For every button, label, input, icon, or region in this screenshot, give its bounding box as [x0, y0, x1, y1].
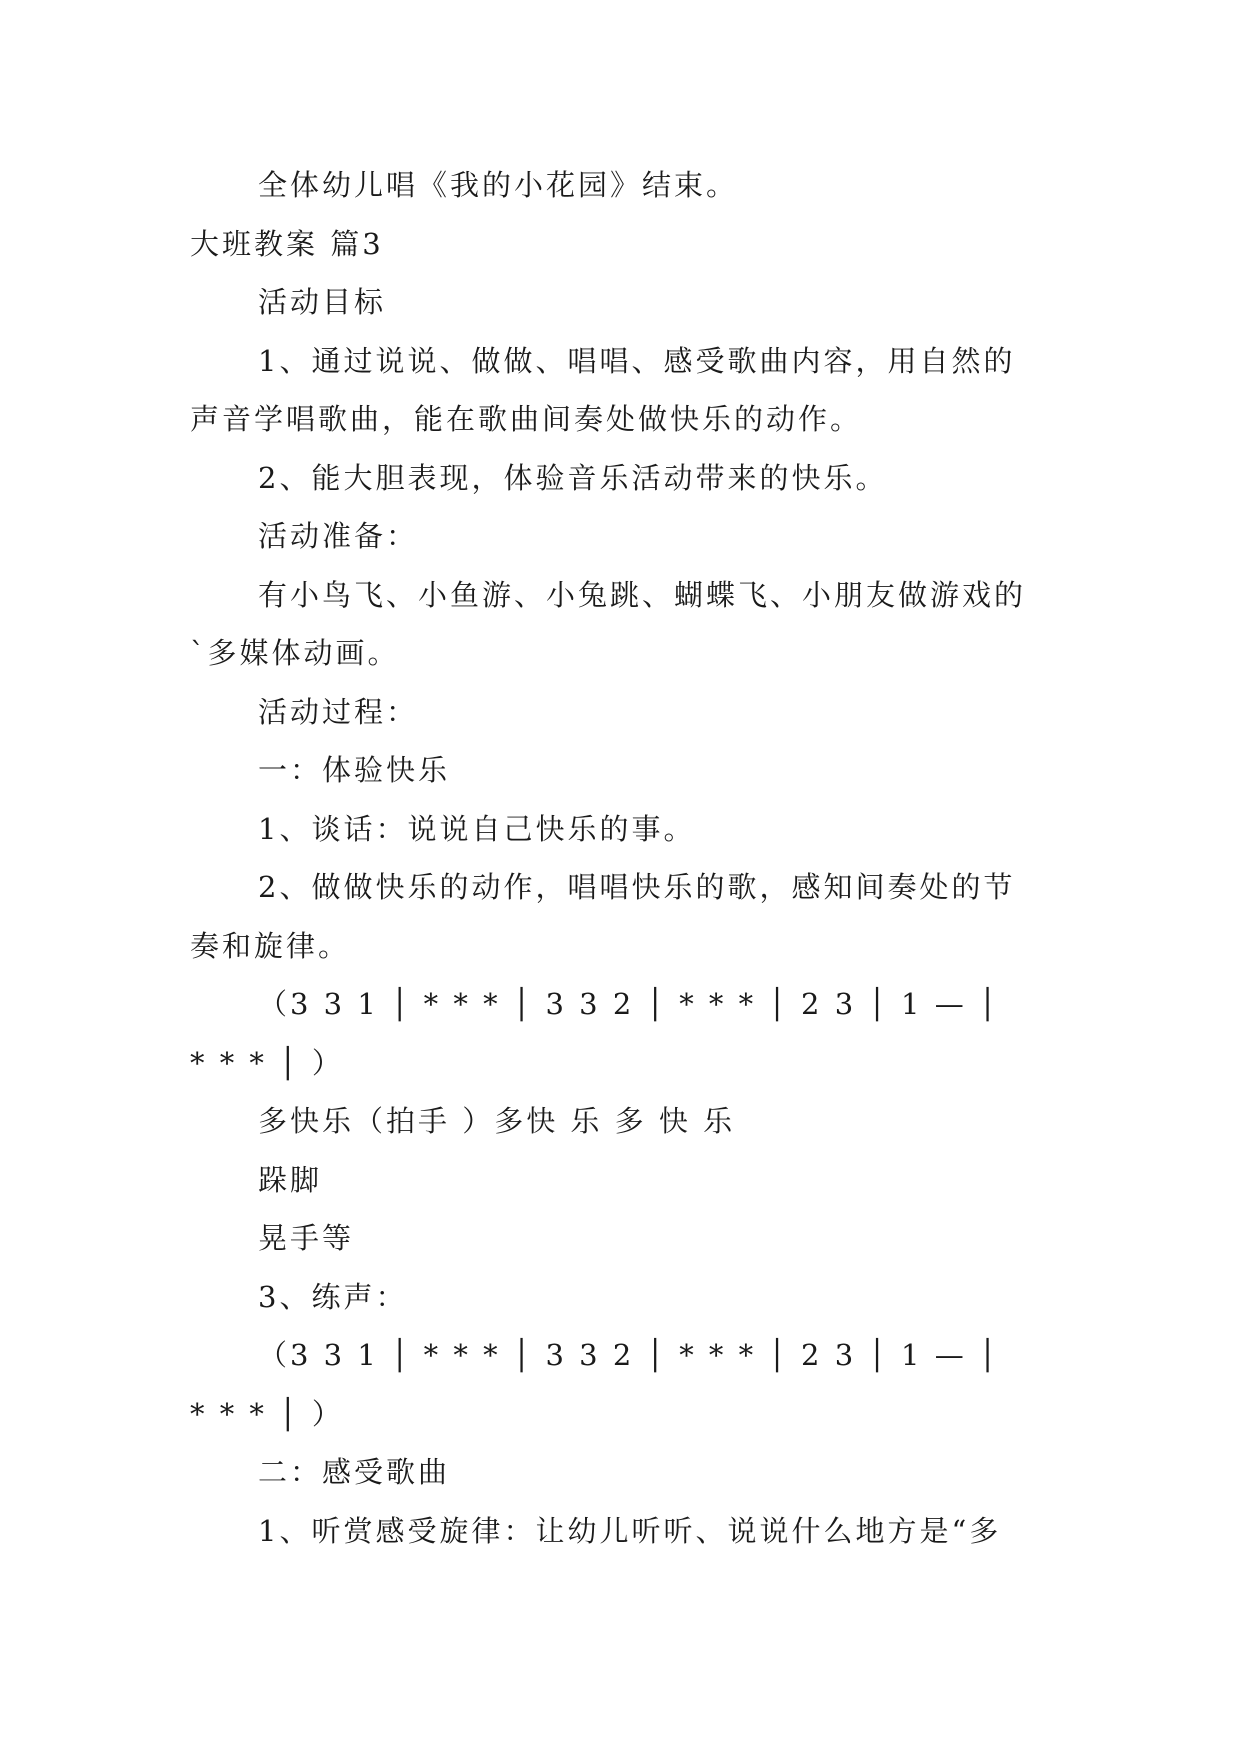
notation-line: * * * │ ） — [190, 1397, 344, 1431]
text-line: 3、练声： — [258, 1280, 408, 1314]
text-line: 奏和旋律。 — [190, 929, 351, 963]
text-line: `多媒体动画。 — [190, 636, 400, 670]
notation-line: * * * │ ） — [190, 1046, 344, 1080]
text-line: 活动过程： — [258, 695, 419, 729]
text-line: 活动准备： — [258, 519, 419, 553]
text-line: 2、能大胆表现，体验音乐活动带来的快乐。 — [258, 461, 888, 495]
text-line: 活动目标 — [258, 285, 387, 319]
text-line: 一：体验快乐 — [258, 753, 451, 787]
text-line: 2、做做快乐的动作，唱唱快乐的歌，感知间奏处的节 — [258, 870, 1016, 904]
notation-line: （3 3 1 │ * * * │ 3 3 2 │ * * * │ 2 3 │ 1 — │ — [258, 1338, 1000, 1372]
text-line: 1、通过说说、做做、唱唱、感受歌曲内容，用自然的 — [258, 344, 1016, 378]
text-line: 二：感受歌曲 — [258, 1455, 451, 1489]
text-line: 声音学唱歌曲，能在歌曲间奏处做快乐的动作。 — [190, 402, 863, 436]
lyrics-line: 多快乐（拍手 ）多快 乐 多 快 乐 — [258, 1104, 736, 1138]
lyrics-line: 跺脚 — [258, 1163, 323, 1197]
lyrics-line: 晃手等 — [258, 1221, 355, 1255]
notation-line: （3 3 1 │ * * * │ 3 3 2 │ * * * │ 2 3 │ 1 — │ — [258, 987, 1000, 1021]
text-line: 全体幼儿唱《我的小花园》结束。 — [258, 168, 739, 202]
text-line: 1、谈话：说说自己快乐的事。 — [258, 812, 696, 846]
section-heading: 大班教案 篇3 — [190, 227, 384, 261]
text-line: 有小鸟飞、小鱼游、小兔跳、蝴蝶飞、小朋友做游戏的 — [258, 578, 1027, 612]
text-line: 1、听赏感受旋律：让幼儿听听、说说什么地方是“多 — [258, 1514, 1002, 1548]
